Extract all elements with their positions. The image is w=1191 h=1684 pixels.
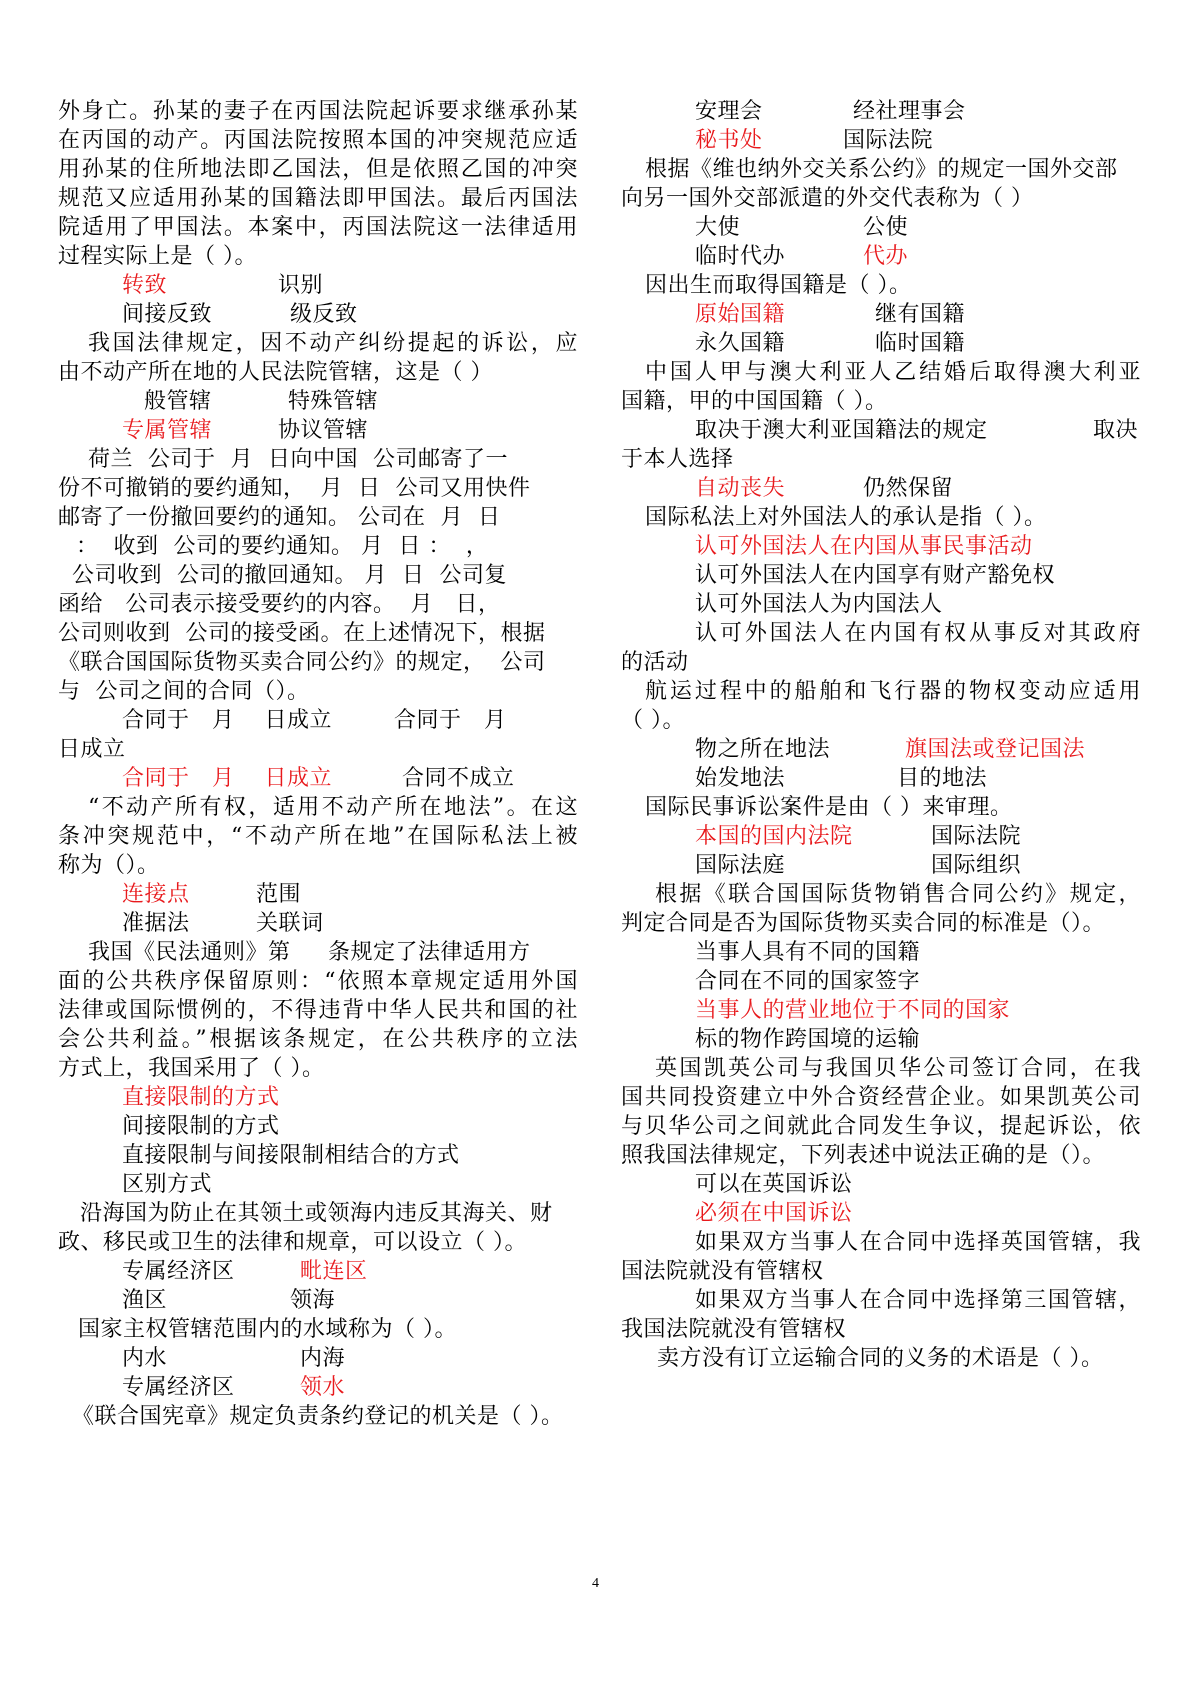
question-text-line: 国籍，甲的中国国籍（ ）。 xyxy=(621,389,888,414)
option: 认可外国法人在内国有权从事反对其政府 xyxy=(695,621,1141,646)
option: 级反致 xyxy=(290,302,358,327)
option: 专属经济区 xyxy=(122,1375,235,1400)
option: 取决 xyxy=(1093,418,1139,443)
option-continuation: 的活动 xyxy=(621,650,689,675)
question-text-line: 判定合同是否为国际货物买卖合同的标准是（）。 xyxy=(621,911,1106,936)
option: 合同在不同的国家签字 xyxy=(695,969,921,994)
option: 取决于澳大利亚国籍法的规定 xyxy=(695,418,988,443)
option: 认可外国法人为内国法人 xyxy=(695,592,943,617)
answer-option: 领水 xyxy=(300,1375,346,1400)
option: 可以在英国诉讼 xyxy=(695,1172,853,1197)
option-continuation: 国法院就没有管辖权 xyxy=(621,1259,824,1284)
question-text-line: 政、移民或卫生的法律和规章，可以设立（ ）。 xyxy=(58,1230,527,1255)
option: 目的地法 xyxy=(897,766,988,791)
answer-option: 必须在中国诉讼 xyxy=(695,1201,853,1226)
page-number: 4 xyxy=(592,1576,599,1591)
option: 国际法院 xyxy=(843,128,934,153)
question-text-line: 根据《维也纳外交关系公约》的规定一国外交部 xyxy=(645,157,1118,182)
question-text-line: 我国法律规定，因不动产纠纷提起的诉讼，应 xyxy=(88,331,578,356)
option-continuation: 于本人选择 xyxy=(621,447,734,472)
option: 始发地法 xyxy=(695,766,786,791)
question-text-line: 函给 公司表示接受要约的内容。 月 日， xyxy=(58,592,501,617)
question-text-line: 会公共利益。”根据该条规定，在公共秩序的立法 xyxy=(58,1027,578,1052)
option: 准据法 xyxy=(122,911,190,936)
question-text-line: 英国凯英公司与我国贝华公司签订合同，在我 xyxy=(655,1056,1141,1081)
answer-option: 毗连区 xyxy=(300,1259,368,1284)
option: 合同不成立 xyxy=(402,766,515,791)
answer-option: 原始国籍 xyxy=(695,302,786,327)
option: 领海 xyxy=(290,1288,336,1313)
question-text-line: 份不可撤销的要约通知， 月 日 公司又用快件 xyxy=(58,476,531,501)
option: 仍然保留 xyxy=(863,476,954,501)
answer-option: 自动丧失 xyxy=(695,476,786,501)
question-text-line: 根据《联合国国际货物销售合同公约》规定， xyxy=(655,882,1141,907)
answer-option: 当事人的营业地位于不同的国家 xyxy=(695,998,1011,1023)
option: 大使 xyxy=(695,215,741,240)
question-text-line: 公司收到 公司的撤回通知。 月 日 公司复 xyxy=(72,563,507,588)
question-text-line: 方式上，我国采用了（ ）。 xyxy=(58,1056,325,1081)
question-text-line: （ ）。 xyxy=(621,708,685,733)
option: 区别方式 xyxy=(122,1172,213,1197)
question-text-line: 与贝华公司之间就此合同发生争议，提起诉讼，依 xyxy=(621,1114,1141,1139)
question-text-line: 在丙国的动产。丙国法院按照本国的冲突规范应适 xyxy=(58,128,578,153)
question-text-line: 公司则收到 公司的接受函。在上述情况下，根据 xyxy=(58,621,546,646)
question-text-line: 过程实际上是（ ）。 xyxy=(58,244,257,269)
question-text-line: 《联合国宪章》规定负责条约登记的机关是（ ）。 xyxy=(72,1404,564,1429)
option: 国际法院 xyxy=(931,824,1022,849)
question-text-line: 由不动产所在地的人民法院管辖，这是（ ） xyxy=(58,360,493,385)
question-text-line: 我国《民法通则》第 条规定了法律适用方 xyxy=(88,940,531,965)
question-text-line: 航运过程中的船舶和飞行器的物权变动应适用 xyxy=(645,679,1141,704)
option-continuation: 日成立 xyxy=(58,737,126,762)
option: 永久国籍 xyxy=(695,331,786,356)
option: 协议管辖 xyxy=(278,418,369,443)
answer-option: 直接限制的方式 xyxy=(122,1085,280,1110)
question-text-line: 与 公司之间的合同（）。 xyxy=(58,679,310,704)
option: 内水 xyxy=(122,1346,168,1371)
question-text-line: 规范又应适用孙某的国籍法即甲国法。最后丙国法 xyxy=(58,186,578,211)
question-text-line: 院适用了甲国法。本案中，丙国法院这一法律适用 xyxy=(58,215,578,240)
option: 识别 xyxy=(278,273,324,298)
option: 临时国籍 xyxy=(875,331,966,356)
question-text-line: 向另一国外交部派遣的外交代表称为（ ） xyxy=(621,186,1034,211)
option: 直接限制与间接限制相结合的方式 xyxy=(122,1143,460,1168)
answer-option: 专属管辖 xyxy=(122,418,213,443)
answer-option: 连接点 xyxy=(122,882,190,907)
question-text-line: 称为（）。 xyxy=(58,853,160,878)
option: 国际法庭 xyxy=(695,853,786,878)
option: 物之所在地法 xyxy=(695,737,831,762)
option: 间接限制的方式 xyxy=(122,1114,280,1139)
option: 标的物作跨国境的运输 xyxy=(695,1027,921,1052)
option: 合同于 月 xyxy=(394,708,507,733)
option: 国际组织 xyxy=(931,853,1022,878)
option: 间接反致 xyxy=(122,302,213,327)
question-text-line: 法律或国际惯例的，不得违背中华人民共和国的社 xyxy=(58,998,578,1023)
question-text-line: 条冲突规范中，“不动产所在地”在国际私法上被 xyxy=(58,824,578,849)
option: 如果双方当事人在合同中选择英国管辖，我 xyxy=(695,1230,1141,1255)
question-text-line: 《联合国国际货物买卖合同公约》的规定， 公司 xyxy=(58,650,546,675)
question-text-line: 因出生而取得国籍是（ ）。 xyxy=(645,273,912,298)
option: 如果双方当事人在合同中选择第三国管辖， xyxy=(695,1288,1141,1313)
option: 临时代办 xyxy=(695,244,786,269)
question-text-line: 国际私法上对外国法人的承认是指（ ）。 xyxy=(645,505,1047,530)
answer-option: 认可外国法人在内国从事民事活动 xyxy=(695,534,1033,559)
question-text-line: 面的公共秩序保留原则：“依照本章规定适用外国 xyxy=(58,969,578,994)
option: 特殊管辖 xyxy=(288,389,379,414)
option: 合同于 月 日成立 xyxy=(122,708,332,733)
answer-option: 旗国法或登记国法 xyxy=(905,737,1086,762)
question-text-line: 中国人甲与澳大利亚人乙结婚后取得澳大利亚 xyxy=(645,360,1141,385)
question-text-line: “不动产所有权，适用不动产所在地法”。在这 xyxy=(88,795,578,820)
question-text-line: 卖方没有订立运输合同的义务的术语是（ ）。 xyxy=(657,1346,1104,1371)
option: 关联词 xyxy=(256,911,324,936)
answer-option: 本国的国内法院 xyxy=(695,824,853,849)
option: 公使 xyxy=(863,215,909,240)
option: 般管辖 xyxy=(144,389,212,414)
option-continuation: 我国法院就没有管辖权 xyxy=(621,1317,847,1342)
question-text-line: 国际民事诉讼案件是由（ ）来审理。 xyxy=(645,795,1013,820)
option: 范围 xyxy=(256,882,302,907)
question-text-line: 国家主权管辖范围内的水域称为（ ）。 xyxy=(78,1317,457,1342)
option: 渔区 xyxy=(122,1288,168,1313)
question-text-line: 外身亡。孙某的妻子在丙国法院起诉要求继承孙某 xyxy=(58,99,578,124)
answer-option: 代办 xyxy=(863,244,909,269)
option: 继有国籍 xyxy=(875,302,966,327)
option: 安理会 xyxy=(695,99,763,124)
question-text-line: 沿海国为防止在其领土或领海内违反其海关、财 xyxy=(80,1201,553,1226)
question-text-line: 照我国法律规定，下列表述中说法正确的是（）。 xyxy=(621,1143,1106,1168)
question-text-line: ： 收到 公司的要约通知。 月 日 ： ， xyxy=(76,534,489,559)
answer-option: 转致 xyxy=(122,273,168,298)
option: 当事人具有不同的国籍 xyxy=(695,940,921,965)
answer-option: 合同于 月 日成立 xyxy=(122,766,332,791)
question-text-line: 用孙某的住所地法即乙国法，但是依照乙国的冲突 xyxy=(58,157,578,182)
question-text-line: 邮寄了一份撤回要约的通知。 公司在 月 日 xyxy=(58,505,501,530)
question-text-line: 国共同投资建立中外合资经营企业。如果凯英公司 xyxy=(621,1085,1141,1110)
option: 内海 xyxy=(300,1346,346,1371)
option: 认可外国法人在内国享有财产豁免权 xyxy=(695,563,1056,588)
option: 专属经济区 xyxy=(122,1259,235,1284)
answer-option: 秘书处 xyxy=(695,128,763,153)
option: 经社理事会 xyxy=(853,99,966,124)
question-text-line: 荷兰 公司于 月 日向中国 公司邮寄了一 xyxy=(88,447,508,472)
